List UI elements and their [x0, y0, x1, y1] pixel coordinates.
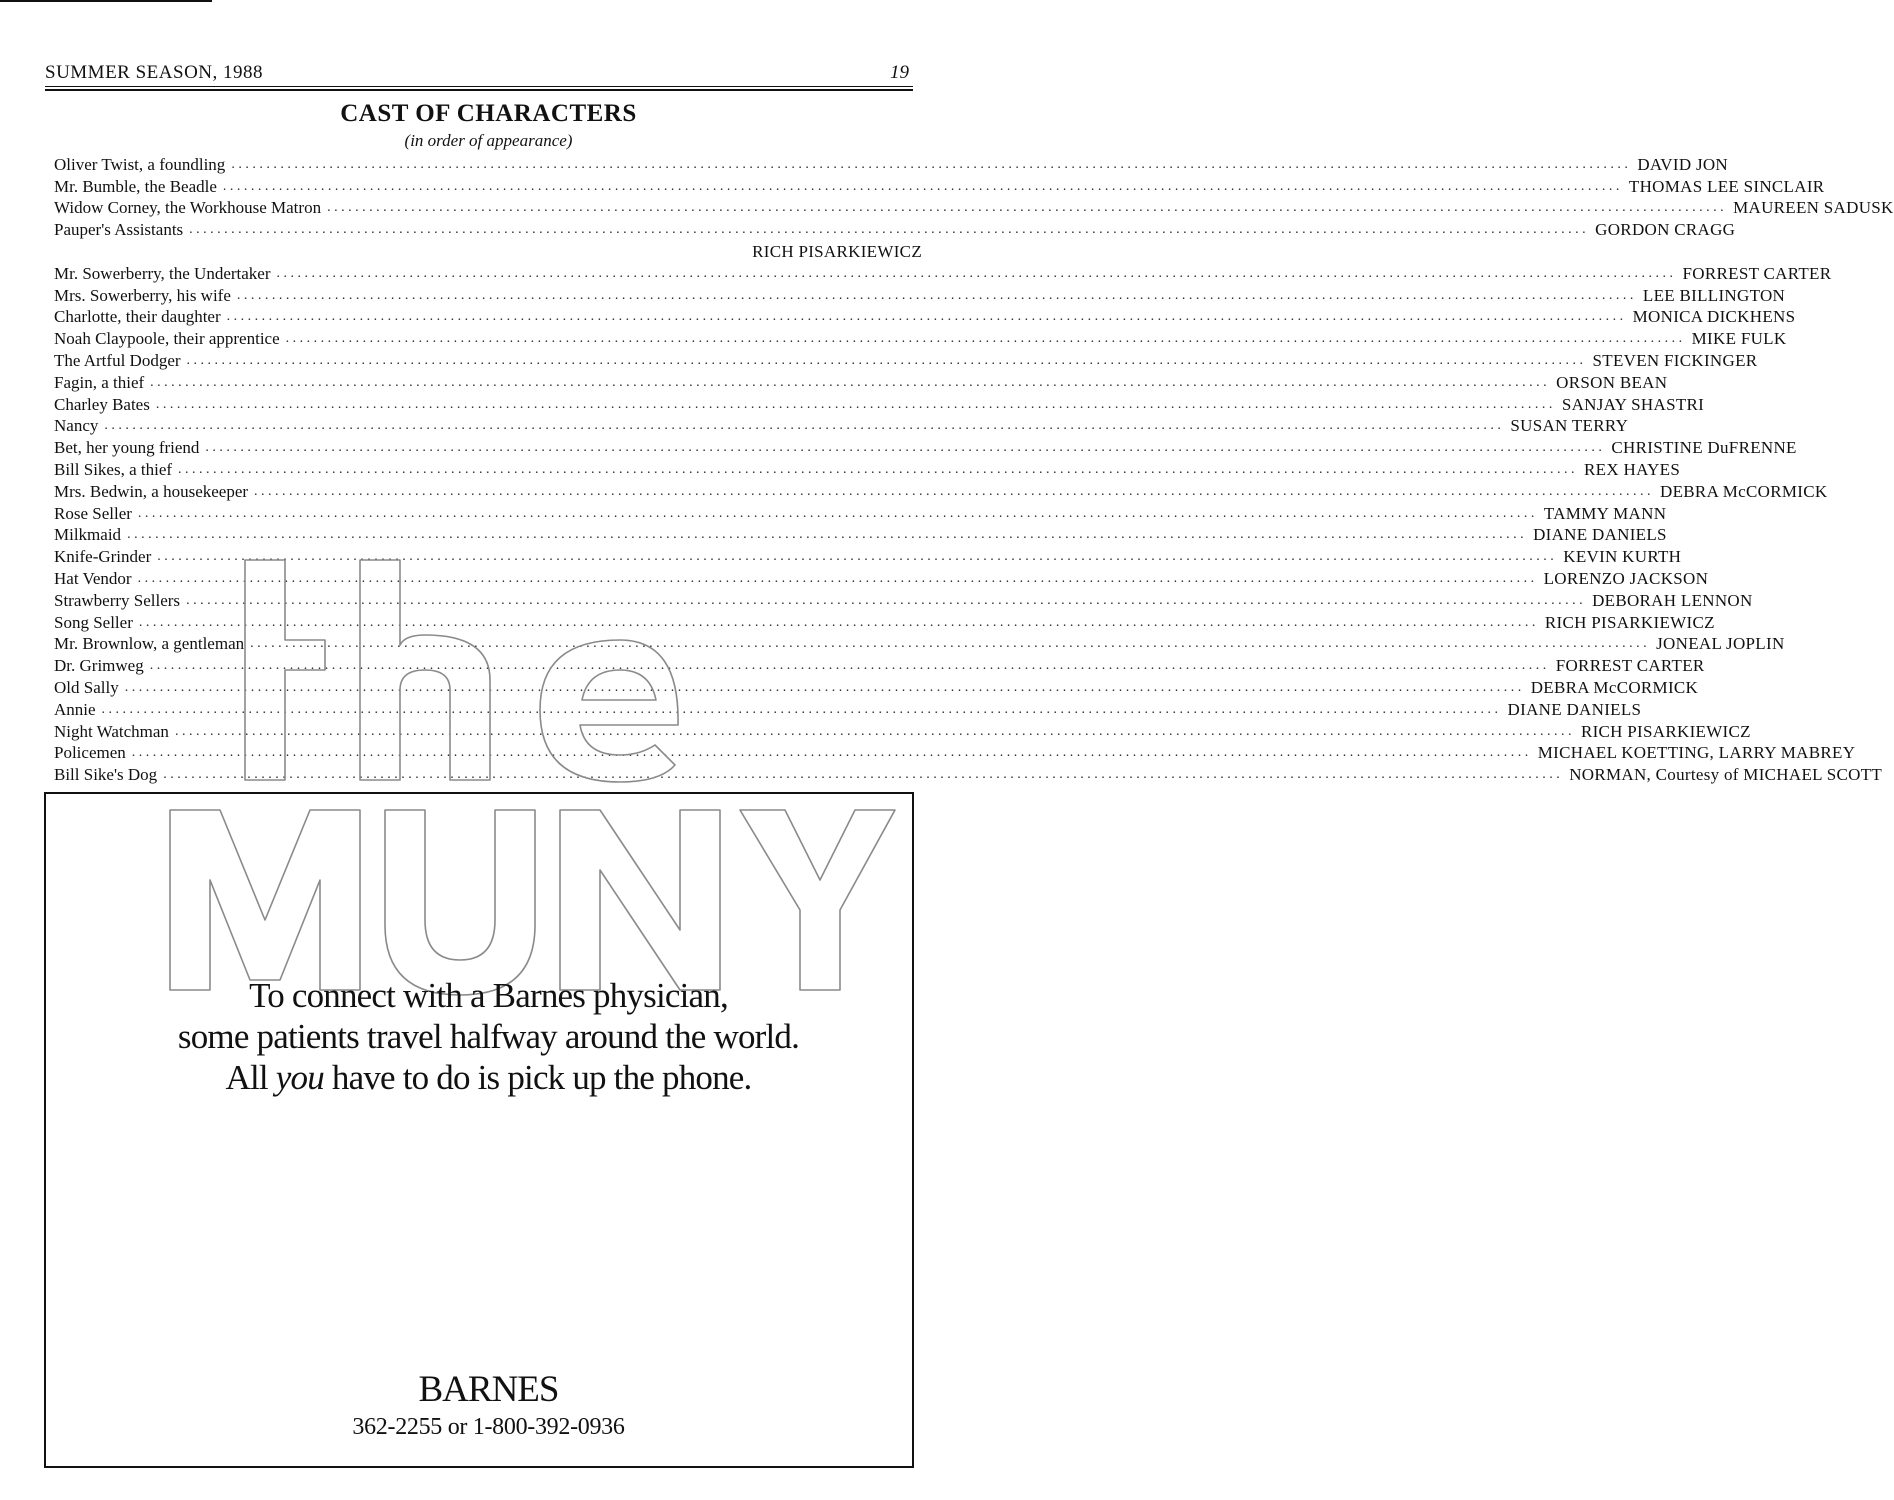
- dot-leader: ........................................................................................................................................................................................................: [149, 658, 1550, 674]
- season-label: SUMMER SEASON, 1988: [45, 62, 264, 83]
- cast-list: [54, 154, 1894, 786]
- dot-leader: ........................................................................................................................................................................................................: [276, 265, 1677, 281]
- actor-name: TAMMY MANN: [1543, 503, 1667, 523]
- actor-name: REX HAYES: [1584, 460, 1681, 480]
- character-name: Charlotte, their daughter: [54, 307, 221, 327]
- dot-leader: ........................................................................................................................................................................................................: [189, 222, 1590, 238]
- actor-name: KEVIN KURTH: [1563, 547, 1682, 567]
- dot-leader: ........................................................................................................................................................................................................: [186, 353, 1587, 369]
- dot-leader: ........................................................................................................................................................................................................: [163, 767, 1564, 783]
- character-name: Nancy: [54, 416, 99, 436]
- cast-row: [54, 721, 1751, 743]
- actor-name: DEBRA McCORMICK: [1530, 678, 1699, 698]
- character-name: Knife-Grinder: [54, 547, 152, 567]
- character-name: Oliver Twist, a foundling: [54, 154, 226, 174]
- character-name: Milkmaid: [54, 525, 122, 545]
- actor-name: DEBRA McCORMICK: [1660, 481, 1828, 501]
- dot-leader: ........................................................................................................................................................................................................: [222, 178, 1623, 194]
- dot-leader: ........................................................................................................................................................................................................: [137, 571, 1538, 587]
- dot-leader: ........................................................................................................................................................................................................: [124, 680, 1525, 696]
- actor-name: LEE BILLINGTON: [1642, 285, 1786, 305]
- ad-headline-line-3: [0, 1057, 977, 1098]
- ad-headline-line-3-end: have to do is pick up the phone.: [323, 1058, 752, 1097]
- cast-row: [54, 176, 1825, 198]
- dot-leader: ........................................................................................................................................................................................................: [174, 723, 1575, 739]
- character-name: Annie: [54, 699, 96, 719]
- cast-row: [54, 743, 1856, 765]
- cast-row: [54, 198, 1894, 220]
- top-rule: [0, 0, 212, 2]
- cast-row: [54, 219, 1736, 241]
- actor-name: RICH PISARKIEWICZ: [752, 242, 922, 262]
- ad-headline-line-2: some patients travel halfway around the world.: [177, 1017, 800, 1056]
- character-name: Mr. Sowerberry, the Undertaker: [54, 263, 271, 283]
- character-name: Bet, her young friend: [54, 438, 200, 458]
- ad-headline-line-1: To connect with a Barnes physician,: [249, 976, 728, 1015]
- page-title: CAST OF CHARACTERS: [340, 100, 637, 127]
- character-name: Charley Bates: [54, 394, 150, 414]
- cast-row: [54, 699, 1642, 721]
- page-number: 19: [890, 62, 909, 83]
- dot-leader: ........................................................................................................................................................................................................: [236, 287, 1637, 303]
- character-name: Rose Seller: [54, 503, 132, 523]
- actor-name: DIANE DANIELS: [1533, 525, 1667, 545]
- character-name: Hat Vendor: [54, 569, 132, 589]
- dot-leader: ........................................................................................................................................................................................................: [250, 636, 1651, 652]
- cast-row: [54, 764, 1883, 786]
- ad-headline-line-3-start: All: [225, 1058, 276, 1097]
- cast-row: [54, 525, 1667, 547]
- dot-leader: ........................................................................................................................................................................................................: [101, 701, 1502, 717]
- character-name: Song Seller: [54, 612, 133, 632]
- cast-row: [54, 503, 1667, 525]
- character-name: Noah Claypoole, their apprentice: [54, 329, 280, 349]
- actor-name: ORSON BEAN: [1556, 372, 1668, 392]
- cast-row: [54, 154, 1729, 176]
- actor-name: MAUREEN SADUSK: [1733, 198, 1894, 218]
- cast-row: [54, 655, 1705, 677]
- character-name: Mrs. Bedwin, a housekeeper: [54, 481, 249, 501]
- dot-leader: ........................................................................................................................................................................................................: [127, 527, 1528, 543]
- cast-row: [54, 568, 1709, 590]
- actor-name: MONICA DICKHENS: [1632, 307, 1796, 327]
- dot-leader: ........................................................................................................................................................................................................: [226, 309, 1627, 325]
- actor-name: STEVEN FICKINGER: [1592, 351, 1758, 371]
- cast-row: [54, 634, 1785, 656]
- advertisement-box: [44, 792, 914, 1468]
- actor-name: DIANE DANIELS: [1507, 699, 1642, 719]
- dot-leader: ........................................................................................................................................................................................................: [137, 505, 1538, 521]
- actor-name: MIKE FULK: [1691, 329, 1787, 349]
- actor-name: RICH PISARKIEWICZ: [1580, 721, 1751, 741]
- actor-name: THOMAS LEE SINCLAIR: [1628, 176, 1825, 196]
- dot-leader: ........................................................................................................................................................................................................: [231, 156, 1632, 172]
- actor-name: DAVID JON: [1637, 154, 1729, 174]
- cast-row: [54, 285, 1786, 307]
- character-name: Strawberry Sellers: [54, 590, 181, 610]
- character-name: Widow Corney, the Workhouse Matron: [54, 198, 322, 218]
- dot-leader: ........................................................................................................................................................................................................: [104, 418, 1505, 434]
- actor-name: DEBORAH LENNON: [1592, 590, 1753, 610]
- actor-name: CHRISTINE DuFRENNE: [1611, 438, 1797, 458]
- character-name: The Artful Dodger: [54, 351, 181, 371]
- dot-leader: ........................................................................................................................................................................................................: [155, 396, 1556, 412]
- cast-row: [54, 328, 1787, 350]
- ad-phone-numbers: 362-2255 or 1-800-392-0936: [352, 1414, 625, 1440]
- character-name: Dr. Grimweg: [54, 656, 144, 676]
- character-name: Fagin, a thief: [54, 372, 145, 392]
- character-name: Policemen: [54, 743, 126, 763]
- cast-row: [54, 307, 1796, 329]
- ad-headline: [0, 975, 977, 1098]
- character-name: Old Sally: [54, 678, 119, 698]
- actor-name: MICHAEL KOETTING, LARRY MABREY: [1537, 743, 1856, 763]
- dot-leader: ........................................................................................................................................................................................................: [131, 745, 1532, 761]
- actor-name: FORREST CARTER: [1682, 263, 1832, 283]
- dot-leader: ........................................................................................................................................................................................................: [285, 331, 1686, 347]
- cast-row: [54, 263, 1832, 285]
- dot-leader: ........................................................................................................................................................................................................: [178, 462, 1579, 478]
- cast-row: [54, 437, 1797, 459]
- actor-name: FORREST CARTER: [1555, 656, 1705, 676]
- dot-leader: ........................................................................................................................................................................................................: [327, 200, 1728, 216]
- character-name: Mr. Brownlow, a gentleman: [54, 634, 245, 654]
- character-name: Pauper's Assistants: [54, 220, 184, 240]
- dot-leader: ........................................................................................................................................................................................................: [157, 549, 1558, 565]
- character-name: Mrs. Sowerberry, his wife: [54, 285, 231, 305]
- character-name: Bill Sikes, a thief: [54, 460, 173, 480]
- dot-leader: ........................................................................................................................................................................................................: [138, 614, 1539, 630]
- dot-leader: ........................................................................................................................................................................................................: [186, 592, 1587, 608]
- dot-leader: ........................................................................................................................................................................................................: [205, 440, 1606, 456]
- cast-row: [54, 677, 1699, 699]
- cast-row: [54, 416, 1629, 438]
- dot-leader: ........................................................................................................................................................................................................: [150, 374, 1551, 390]
- character-name: Mr. Bumble, the Beadle: [54, 176, 217, 196]
- header-rule-thick: [45, 89, 913, 91]
- ad-headline-emphasis: you: [275, 1058, 324, 1097]
- cast-row: [54, 590, 1753, 612]
- ad-brand: BARNES: [418, 1369, 559, 1410]
- cast-row: [54, 350, 1758, 372]
- actor-name: JONEAL JOPLIN: [1656, 634, 1785, 654]
- actor-name: SANJAY SHASTRI: [1561, 394, 1705, 414]
- cast-row: [54, 394, 1705, 416]
- actor-name: NORMAN, Courtesy of MICHAEL SCOTT: [1569, 765, 1883, 785]
- actor-name: LORENZO JACKSON: [1543, 569, 1709, 589]
- header-rule-thin: [45, 86, 913, 87]
- actor-name: SUSAN TERRY: [1510, 416, 1629, 436]
- actor-name: GORDON CRAGG: [1595, 220, 1736, 240]
- cast-row: [54, 241, 922, 263]
- character-name: Night Watchman: [54, 721, 169, 741]
- page-subtitle: (in order of appearance): [404, 131, 573, 150]
- cast-row: [54, 459, 1681, 481]
- cast-row: [54, 546, 1682, 568]
- dot-leader: ........................................................................................................................................................................................................: [254, 483, 1655, 499]
- cast-row: [54, 612, 1715, 634]
- character-name: Bill Sike's Dog: [54, 765, 158, 785]
- cast-row: [54, 481, 1828, 503]
- actor-name: RICH PISARKIEWICZ: [1544, 612, 1715, 632]
- cast-row: [54, 372, 1668, 394]
- page-header: [45, 62, 913, 84]
